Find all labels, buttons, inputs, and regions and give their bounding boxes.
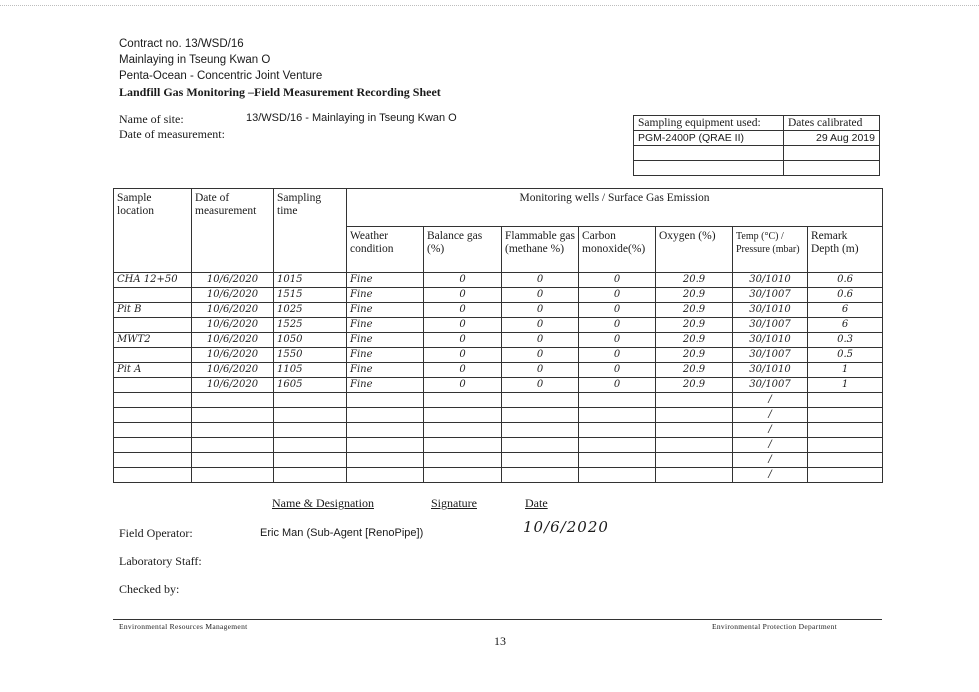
depth-cell: 0.3 [808,333,883,348]
weather-cell: Fine [347,348,424,363]
signature-heading: Signature [431,496,477,510]
location-cell [114,438,192,453]
document-header [119,36,441,100]
location-cell [114,468,192,483]
time-cell [274,468,347,483]
calibration-header: Dates calibrated [784,116,880,131]
equipment-header: Sampling equipment used: [634,116,784,131]
balance-gas-cell: 0 [424,378,502,393]
depth-cell [808,393,883,408]
location-cell: MWT2 [114,333,192,348]
balance-gas-cell: 0 [424,363,502,378]
balance-gas-cell: 0 [424,303,502,318]
time-cell: 1515 [274,288,347,303]
flammable-gas-cell [502,468,579,483]
date-cell: 10/6/2020 [192,363,274,378]
temp-pressure-cell: / [733,423,808,438]
field-operator-date: 10/6/2020 [523,518,609,536]
field-operator-label: Field Operator: [119,526,193,540]
flammable-gas-cell: 0 [502,318,579,333]
location-cell [114,408,192,423]
depth-cell [808,438,883,453]
equipment-value [634,146,784,161]
oxygen-cell: 20.9 [656,348,733,363]
time-cell: 1050 [274,333,347,348]
table-row [114,333,883,348]
temp-pressure-cell: / [733,408,808,423]
header-sample-location: Sample location [114,189,192,273]
location-cell [114,288,192,303]
carbon-monoxide-cell: 0 [579,348,656,363]
date-heading: Date [525,496,548,510]
header-weather: Weather condition [347,227,424,273]
temp-pressure-cell: 30/1010 [733,363,808,378]
location-cell: CHA 12+50 [114,273,192,288]
flammable-gas-cell [502,393,579,408]
balance-gas-cell: 0 [424,288,502,303]
temp-pressure-cell: 30/1010 [733,333,808,348]
weather-cell: Fine [347,273,424,288]
temp-pressure-cell: 30/1007 [733,348,808,363]
location-cell [114,348,192,363]
table-row [114,348,883,363]
time-cell [274,393,347,408]
time-cell: 1025 [274,303,347,318]
temp-pressure-cell: / [733,438,808,453]
oxygen-cell [656,438,733,453]
depth-cell [808,423,883,438]
date-cell: 10/6/2020 [192,318,274,333]
weather-cell: Fine [347,333,424,348]
calibration-date [784,146,880,161]
table-row [114,438,883,453]
weather-cell: Fine [347,318,424,333]
location-cell: Pit A [114,363,192,378]
temp-pressure-cell: 30/1007 [733,378,808,393]
balance-gas-cell [424,453,502,468]
weather-cell [347,468,424,483]
location-cell [114,423,192,438]
equipment-table [633,115,880,176]
contract-number: Contract no. 13/WSD/16 [119,38,244,50]
header-flammable-gas: Flammable gas (methane %) [502,227,579,273]
balance-gas-cell [424,423,502,438]
balance-gas-cell: 0 [424,348,502,363]
date-cell [192,453,274,468]
header-temp-pressure: Temp (°C) / Pressure (mbar) [733,227,808,273]
oxygen-cell [656,408,733,423]
date-cell [192,423,274,438]
time-cell [274,423,347,438]
balance-gas-cell: 0 [424,333,502,348]
page-number: 13 [494,634,506,648]
right-organisation: Environmental Protection Department [712,622,838,631]
flammable-gas-cell: 0 [502,363,579,378]
date-cell [192,393,274,408]
flammable-gas-cell: 0 [502,378,579,393]
temp-pressure-cell: 30/1007 [733,288,808,303]
project-name: Mainlaying in Tseung Kwan O [119,54,271,66]
oxygen-cell [656,468,733,483]
time-cell [274,408,347,423]
date-cell: 10/6/2020 [192,378,274,393]
calibration-date: 29 Aug 2019 [784,131,880,146]
table-row [114,408,883,423]
balance-gas-cell [424,468,502,483]
table-row [114,363,883,378]
carbon-monoxide-cell [579,393,656,408]
temp-pressure-cell: / [733,468,808,483]
header-sampling-time: Sampling time [274,189,347,273]
depth-cell [808,468,883,483]
carbon-monoxide-cell: 0 [579,333,656,348]
location-cell: Pit B [114,303,192,318]
flammable-gas-cell: 0 [502,273,579,288]
table-row [114,288,883,303]
table-row [114,273,883,288]
carbon-monoxide-cell [579,453,656,468]
date-cell: 10/6/2020 [192,303,274,318]
table-row [114,453,883,468]
location-cell [114,393,192,408]
checked-by-label: Checked by: [119,582,180,596]
time-cell: 1550 [274,348,347,363]
contractor-name: Penta-Ocean - Concentric Joint Venture [119,70,323,82]
measurement-rows [114,273,883,483]
depth-cell: 6 [808,318,883,333]
site-name-label: Name of site: [119,112,184,126]
depth-cell: 1 [808,363,883,378]
equipment-value [634,161,784,176]
name-designation-heading: Name & Designation [272,496,374,510]
carbon-monoxide-cell: 0 [579,318,656,333]
depth-cell: 1 [808,378,883,393]
depth-cell: 0.5 [808,348,883,363]
date-cell [192,468,274,483]
flammable-gas-cell: 0 [502,348,579,363]
carbon-monoxide-cell: 0 [579,378,656,393]
table-row [114,468,883,483]
carbon-monoxide-cell [579,438,656,453]
balance-gas-cell [424,438,502,453]
date-cell [192,408,274,423]
carbon-monoxide-cell: 0 [579,363,656,378]
date-cell: 10/6/2020 [192,273,274,288]
depth-cell: 0.6 [808,273,883,288]
header-monitoring-group: Monitoring wells / Surface Gas Emission [347,189,883,227]
time-cell: 1015 [274,273,347,288]
equipment-value: PGM-2400P (QRAE II) [634,131,784,146]
temp-pressure-cell: / [733,453,808,468]
oxygen-cell: 20.9 [656,273,733,288]
balance-gas-cell [424,408,502,423]
weather-cell: Fine [347,303,424,318]
site-name-value: 13/WSD/16 - Mainlaying in Tseung Kwan O [246,112,457,124]
weather-cell [347,438,424,453]
calibration-date [784,161,880,176]
header-remark-depth: Remark Depth (m) [808,227,883,273]
table-row [114,303,883,318]
oxygen-cell [656,453,733,468]
scan-edge-line [0,5,979,6]
carbon-monoxide-cell: 0 [579,288,656,303]
carbon-monoxide-cell: 0 [579,273,656,288]
oxygen-cell [656,393,733,408]
field-operator-name: Eric Man (Sub-Agent [RenoPipe]) [260,527,424,539]
oxygen-cell: 20.9 [656,318,733,333]
carbon-monoxide-cell [579,468,656,483]
table-row [114,318,883,333]
header-balance-gas: Balance gas (%) [424,227,502,273]
oxygen-cell: 20.9 [656,333,733,348]
header-date-of-measurement: Date of measurement [192,189,274,273]
flammable-gas-cell [502,408,579,423]
oxygen-cell [656,423,733,438]
flammable-gas-cell: 0 [502,303,579,318]
weather-cell: Fine [347,288,424,303]
carbon-monoxide-cell: 0 [579,303,656,318]
header-carbon-monoxide: Carbon monoxide(%) [579,227,656,273]
temp-pressure-cell: / [733,393,808,408]
flammable-gas-cell: 0 [502,288,579,303]
time-cell: 1525 [274,318,347,333]
weather-cell [347,453,424,468]
date-cell: 10/6/2020 [192,333,274,348]
header-oxygen: Oxygen (%) [656,227,733,273]
oxygen-cell: 20.9 [656,363,733,378]
weather-cell [347,423,424,438]
flammable-gas-cell [502,423,579,438]
depth-cell [808,453,883,468]
date-cell: 10/6/2020 [192,348,274,363]
temp-pressure-cell: 30/1010 [733,273,808,288]
table-row [114,393,883,408]
location-cell [114,453,192,468]
balance-gas-cell: 0 [424,273,502,288]
site-labels [119,112,225,142]
flammable-gas-cell [502,453,579,468]
table-row [114,378,883,393]
date-cell [192,438,274,453]
time-cell: 1605 [274,378,347,393]
left-organisation: Environmental Resources Management [119,622,248,631]
laboratory-staff-label: Laboratory Staff: [119,554,202,568]
balance-gas-cell [424,393,502,408]
footer-rule [113,619,882,620]
sheet-title: Landfill Gas Monitoring –Field Measurement Recording Sheet [119,85,441,99]
time-cell [274,438,347,453]
time-cell [274,453,347,468]
carbon-monoxide-cell [579,423,656,438]
temp-pressure-cell: 30/1007 [733,318,808,333]
table-row [114,423,883,438]
weather-cell: Fine [347,363,424,378]
oxygen-cell: 20.9 [656,288,733,303]
location-cell [114,318,192,333]
depth-cell: 0.6 [808,288,883,303]
weather-cell: Fine [347,378,424,393]
oxygen-cell: 20.9 [656,303,733,318]
flammable-gas-cell [502,438,579,453]
date-cell: 10/6/2020 [192,288,274,303]
location-cell [114,378,192,393]
flammable-gas-cell: 0 [502,333,579,348]
temp-pressure-cell: 30/1010 [733,303,808,318]
weather-cell [347,393,424,408]
oxygen-cell: 20.9 [656,378,733,393]
balance-gas-cell: 0 [424,318,502,333]
measurement-date-label: Date of measurement: [119,127,225,141]
depth-cell [808,408,883,423]
time-cell: 1105 [274,363,347,378]
depth-cell: 6 [808,303,883,318]
carbon-monoxide-cell [579,408,656,423]
measurement-table [113,188,883,483]
weather-cell [347,408,424,423]
